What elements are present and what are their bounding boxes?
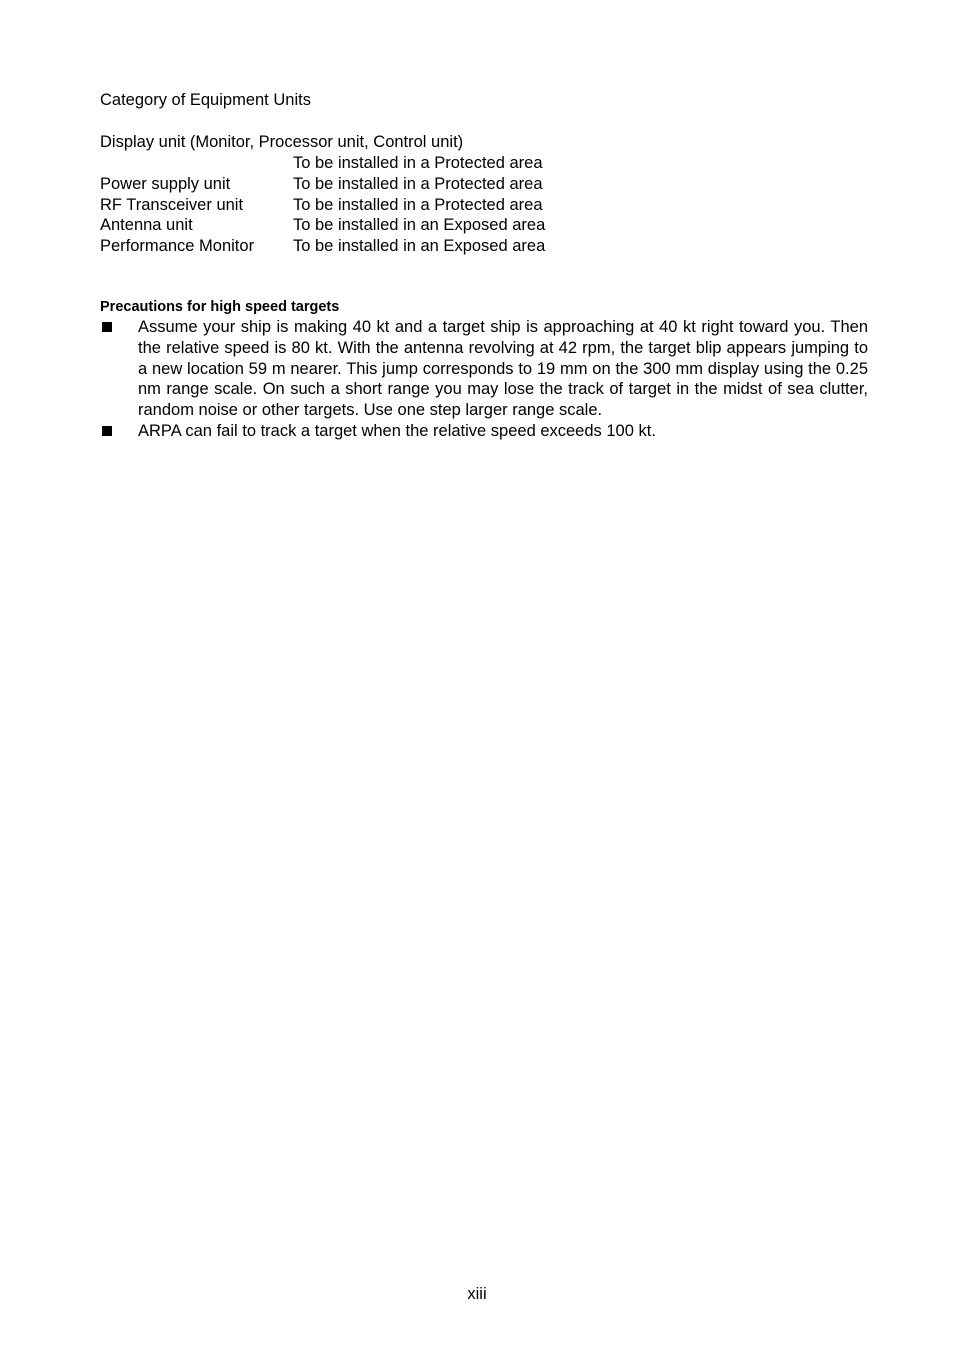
unit-area: To be installed in an Exposed area xyxy=(293,237,546,256)
unit-name: Power supply unit xyxy=(100,174,231,193)
list-item-text: Assume your ship is making 40 kt and a target ship is approaching at 40 kt right toward you. Then the relative speed is 80 kt. With the antenna revolving at 42 rpm, the target blip appears jumping to a new location 59 m nearer. This jump corresponds to 19 mm on the 300 mm display using the 0.25 nm range scale. On such a short range you may lose the track of target in the midst of sea clutter, random noise or other targets. Use one step larger range scale. xyxy=(138,318,868,420)
precautions-list xyxy=(100,317,868,442)
unit-name: Performance Monitor xyxy=(100,237,255,256)
unit-row xyxy=(100,153,545,174)
list-item xyxy=(100,317,868,421)
unit-area: To be installed in a Protected area xyxy=(293,154,543,172)
square-bullet-icon xyxy=(102,322,112,332)
unit-row xyxy=(100,174,545,195)
list-item-text: ARPA can fail to track a target when the relative speed exceeds 100 kt. xyxy=(138,421,656,440)
unit-name xyxy=(100,153,293,174)
square-bullet-icon xyxy=(102,426,112,436)
unit-area: To be installed in a Protected area xyxy=(293,174,543,193)
unit-row xyxy=(100,195,545,216)
display-unit-label: Display unit (Monitor, Processor unit, Control unit) xyxy=(100,133,464,151)
list-item xyxy=(100,421,868,442)
page-number: xiii xyxy=(467,1285,487,1303)
unit-name: Antenna unit xyxy=(100,216,193,235)
unit-area: To be installed in a Protected area xyxy=(293,195,543,214)
precautions-title: Precautions for high speed targets xyxy=(100,299,340,315)
section-heading: Category of Equipment Units xyxy=(100,91,311,109)
unit-row xyxy=(100,236,545,257)
unit-table xyxy=(100,153,545,257)
unit-name: RF Transceiver unit xyxy=(100,195,244,214)
unit-row xyxy=(100,215,545,236)
unit-area: To be installed in an Exposed area xyxy=(293,216,546,235)
